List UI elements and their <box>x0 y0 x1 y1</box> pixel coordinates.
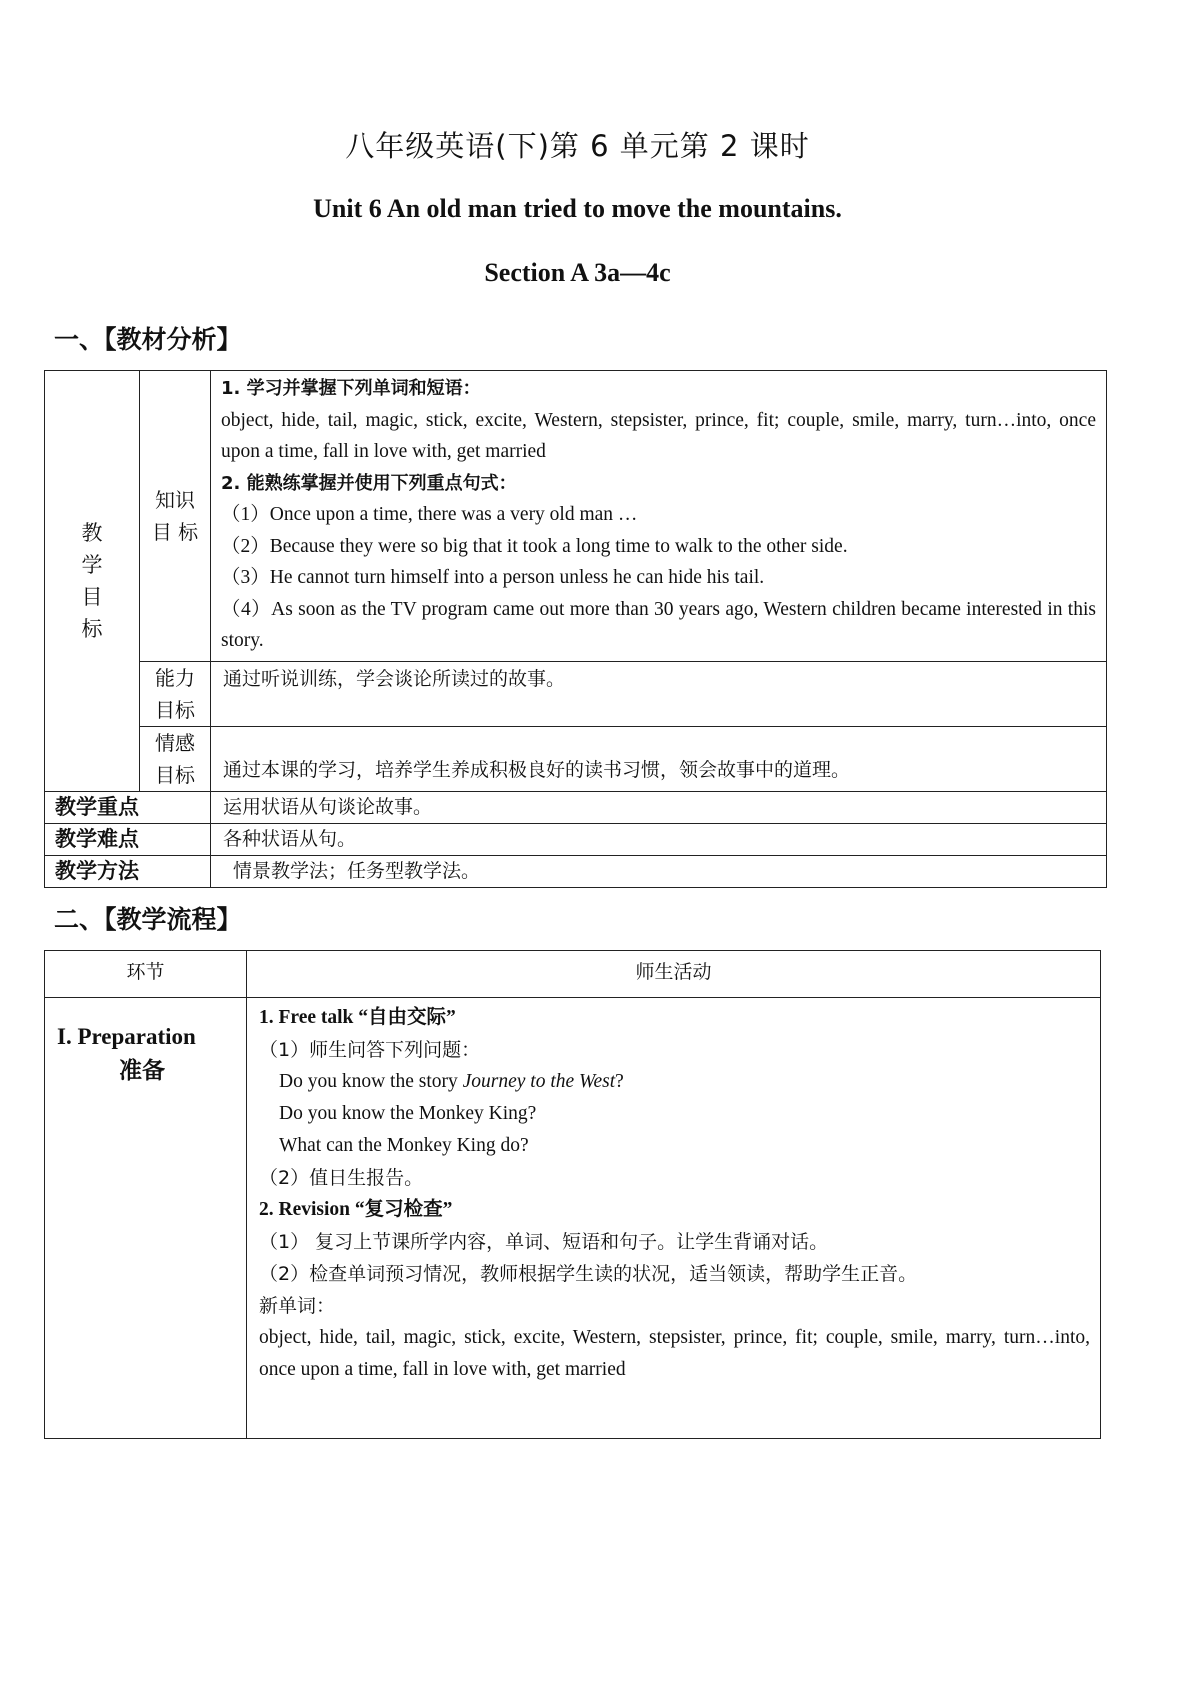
method-label: 教学方法 <box>45 855 211 887</box>
method-content: 情景教学法；任务型教学法。 <box>211 855 1107 887</box>
free-talk-intro: （1）师生问答下列问题： <box>259 1039 481 1061</box>
analysis-table <box>44 370 1107 888</box>
knowledge-item2-title: 2. 能熟练掌握并使用下列重点句式： <box>221 472 517 494</box>
sentence-4: （4）As soon as the TV program came out more than 30 years ago, Western children became interested in this story. <box>221 598 1096 651</box>
key-point-label: 教学重点 <box>45 791 211 823</box>
knowledge-label: 知识 目 标 <box>140 371 211 662</box>
free-talk-report: （2）值日生报告。 <box>259 1167 424 1189</box>
question-1: Do you know the story Journey to the West? <box>279 1071 624 1092</box>
knowledge-word-list: object, hide, tail, magic, stick, excite, Western, stepsister, prince, fit; couple, smile, marry, turn…into, once upon a time, fall in love with, get married <box>221 409 1096 462</box>
sentence-3: （3）He cannot turn himself into a person unless he can hide his tail. <box>221 567 765 588</box>
difficulty-content: 各种状语从句。 <box>211 823 1107 855</box>
revision-step-1: （1） 复习上节课所学内容，单词、短语和句子。让学生背诵对话。 <box>259 1231 829 1253</box>
emotion-label: 情感 目标 <box>140 726 211 791</box>
stage-name-cn: 准备 <box>119 1058 165 1084</box>
section-heading-analysis: 一、【教材分析】 <box>54 325 242 354</box>
key-point-content: 运用状语从句谈论故事。 <box>211 791 1107 823</box>
knowledge-item1-title: 1. 学习并掌握下列单词和短语： <box>221 378 481 399</box>
knowledge-content <box>211 371 1107 662</box>
question-2: Do you know the Monkey King? <box>279 1103 537 1124</box>
section-heading-process: 二、【教学流程】 <box>54 905 242 934</box>
difficulty-label: 教学难点 <box>45 823 211 855</box>
unit-title: Unit 6 An old man tried to move the mountains. <box>313 194 842 223</box>
section-title: Section A 3a—4c <box>484 258 671 287</box>
objectives-label: 教学目标 <box>45 371 140 792</box>
new-words-label: 新单词： <box>259 1295 336 1317</box>
page-title: 八年级英语(下)第 6 单元第 2 课时 <box>345 129 810 163</box>
activity-content <box>247 998 1101 1439</box>
ability-label: 能力 目标 <box>140 661 211 726</box>
new-words-list: object, hide, tail, magic, stick, excite, Western, stepsister, prince, fit; couple, smile, marry, turn…into, once upon a time, fall in love with, get married <box>259 1327 1090 1380</box>
sentence-1: （1）Once upon a time, there was a very old man … <box>221 504 638 525</box>
free-talk-title: 1. Free talk “自由交际” <box>259 1007 456 1028</box>
col-stage-header: 环节 <box>45 951 247 998</box>
stage-preparation <box>45 998 247 1439</box>
emotion-content: 通过本课的学习，培养学生养成积极良好的读书习惯，领会故事中的道理。 <box>211 726 1107 791</box>
revision-title: 2. Revision “复习检查” <box>259 1199 453 1220</box>
sentence-2: （2）Because they were so big that it took a long time to walk to the other side. <box>221 535 848 557</box>
ability-content: 通过听说训练，学会谈论所读过的故事。 <box>211 661 1107 726</box>
process-table <box>44 950 1101 1439</box>
stage-name-en: I. Preparation <box>57 1024 196 1049</box>
col-activity-header: 师生活动 <box>247 951 1101 998</box>
revision-step-2: （2）检查单词预习情况，教师根据学生读的状况，适当领读，帮助学生正音。 <box>259 1263 918 1285</box>
question-3: What can the Monkey King do? <box>279 1135 529 1156</box>
